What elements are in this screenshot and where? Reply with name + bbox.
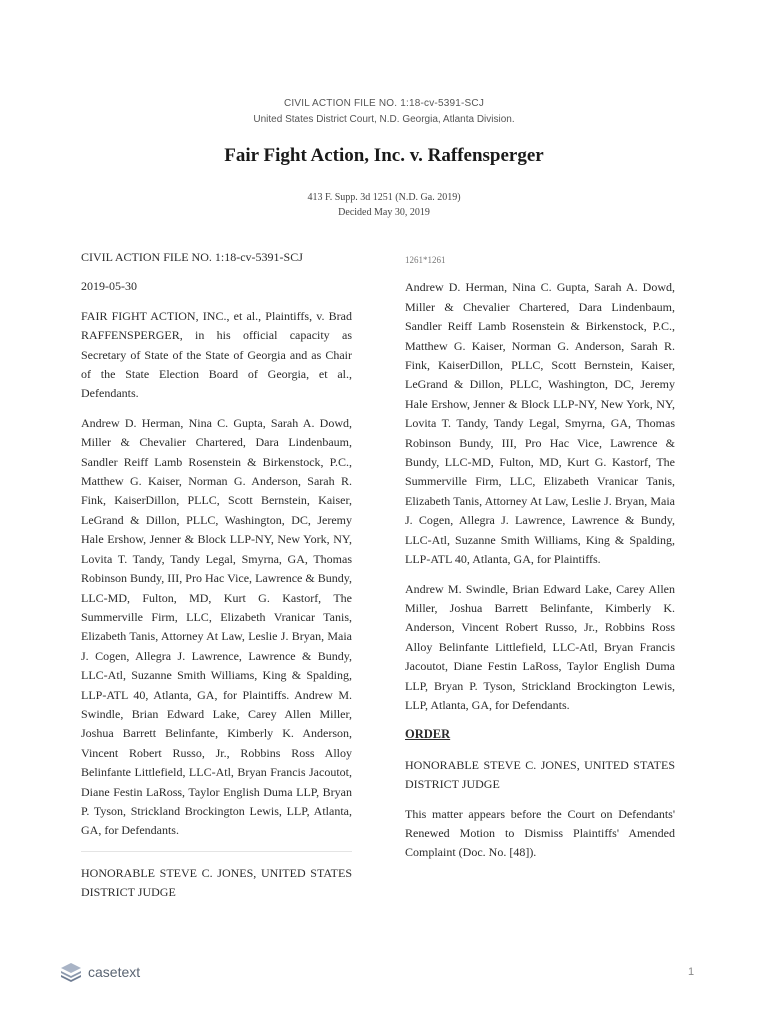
casetext-logo[interactable] <box>60 962 140 982</box>
citation-reporter: 413 F. Supp. 3d 1251 (N.D. Ga. 2019) <box>307 192 461 203</box>
left-column <box>81 248 352 913</box>
defendants-counsel: Andrew M. Swindle, Brian Edward Lake, Carey Allen Miller, Joshua Barrett Belinfante, Kimberly K. Anderson, Vincent Robert Russo, Jr., Robbins Ross Alloy Belinfante Littlefield, LLC-Atl, Bryan Francis Jacoutot, Diane Festin LaRoss, Taylor English Duma LLP, Bryan P. Tyson, Strickland Brockington Lewis, LLP, Atlanta, GA, for Defendants. <box>405 581 675 712</box>
counsel-listing: Andrew D. Herman, Nina C. Gupta, Sarah A. Dowd, Miller & Chevalier Chartered, Dara Lindenbaum, Sandler Reiff Lamb Rosenstein & Birkenstock, P.C., Matthew G. Kaiser, Norman G. Anderson, Sarah R. Fink, KaiserDillon, PLLC, Scott Bernstein, Kaiser, LeGrand & Dillon, PLLC, Washington, DC, Jeremy Hale Ershow, Jenner & Block LLP-NY, New York, NY, Lovita T. Tandy, Tandy Legal, Smyrna, GA, Thomas Robinson Bundy, III, Pro Hac Vice, Lawrence & Bundy, LLC-MD, Fulton, MD, Kurt G. Kastorf, The Summerville Firm, LLC, Elizabeth Vranicar Tanis, Elizabeth Tanis, Attorney At Law, Leslie J. Bryan, Maia J. Cogen, Allegra J. Lawrence, Lawrence & Bundy, LLC-Atl, Suzanne Smith Williams, King & Spalding, LLP-ATL 40, Atlanta, GA, for Plaintiffs. Andrew M. Swindle, Brian Edward Lake, Carey Allen Miller, Joshua Barrett Belinfante, Kimberly K. Anderson, Vincent Robert Russo, Jr., Robbins Ross Alloy Belinfante Littlefield, LLC-Atl, Bryan Francis Jacoutot, Diane Festin LaRoss, Taylor English Duma LLP, Bryan P. Tyson, Strickland Brockington Lewis, LLP, Atlanta, GA, for Defendants. <box>81 415 352 838</box>
parties: FAIR FIGHT ACTION, INC., et al., Plaintiffs, v. Brad RAFFENSPERGER, in his official capacity as Secretary of State of the State of Georgia and as Chair of the State Election Board of Georgia, et al., Defendants. <box>81 308 352 401</box>
judge-name: HONORABLE STEVE C. JONES, UNITED STATES DISTRICT JUDGE <box>81 865 352 900</box>
decision-date: 2019-05-30 <box>81 279 137 294</box>
order-heading: ORDER <box>405 727 451 742</box>
order-judge-name: HONORABLE STEVE C. JONES, UNITED STATES DISTRICT JUDGE <box>405 757 675 792</box>
left-file-number: CIVIL ACTION FILE NO. 1:18-cv-5391-SCJ <box>81 250 303 264</box>
casetext-logo-icon <box>60 962 82 982</box>
header-file-number: CIVIL ACTION FILE NO. 1:18-cv-5391-SCJ <box>283 98 485 109</box>
header-court: United States District Court, N.D. Georgia, Atlanta Division. <box>253 114 515 125</box>
page-number: 1 <box>688 966 695 978</box>
plaintiffs-counsel: Andrew D. Herman, Nina C. Gupta, Sarah A. Dowd, Miller & Chevalier Chartered, Dara Lindenbaum, Sandler Reiff Lamb Rosenstein & Birkenstock, P.C., Matthew G. Kaiser, Norman G. Anderson, Sarah R. Fink, KaiserDillon, PLLC, Scott Bernstein, Kaiser, LeGrand & Dillon, PLLC, Washington, DC, Jeremy Hale Ershow, Jenner & Block LLP-NY, New York, NY, Lovita T. Tandy, Tandy Legal, Smyrna, GA, Thomas Robinson Bundy, III, Pro Hac Vice, Lawrence & Bundy, LLC-MD, Fulton, MD, Kurt G. Kastorf, The Summerville Firm, LLC, Elizabeth Vranicar Tanis, Elizabeth Tanis, Attorney At Law, Leslie J. Bryan, Maia J. Cogen, Allegra J. Lawrence, Lawrence & Bundy, LLC-Atl, Suzanne Smith Williams, King & Spalding, LLP-ATL 40, Atlanta, GA, for Plaintiffs. <box>405 280 675 567</box>
case-title: Fair Fight Action, Inc. v. Raffensperger <box>224 145 544 166</box>
page-marker[interactable]: 1261*1261 <box>405 255 446 265</box>
section-divider <box>81 851 352 852</box>
citation-decided: Decided May 30, 2019 <box>338 207 430 218</box>
brand-name: casetext <box>88 964 141 980</box>
right-column <box>405 248 675 873</box>
order-body: This matter appears before the Court on Defendants' Renewed Motion to Dismiss Plaintiffs' Amended Complaint (Doc. No. [48]). <box>405 806 675 860</box>
